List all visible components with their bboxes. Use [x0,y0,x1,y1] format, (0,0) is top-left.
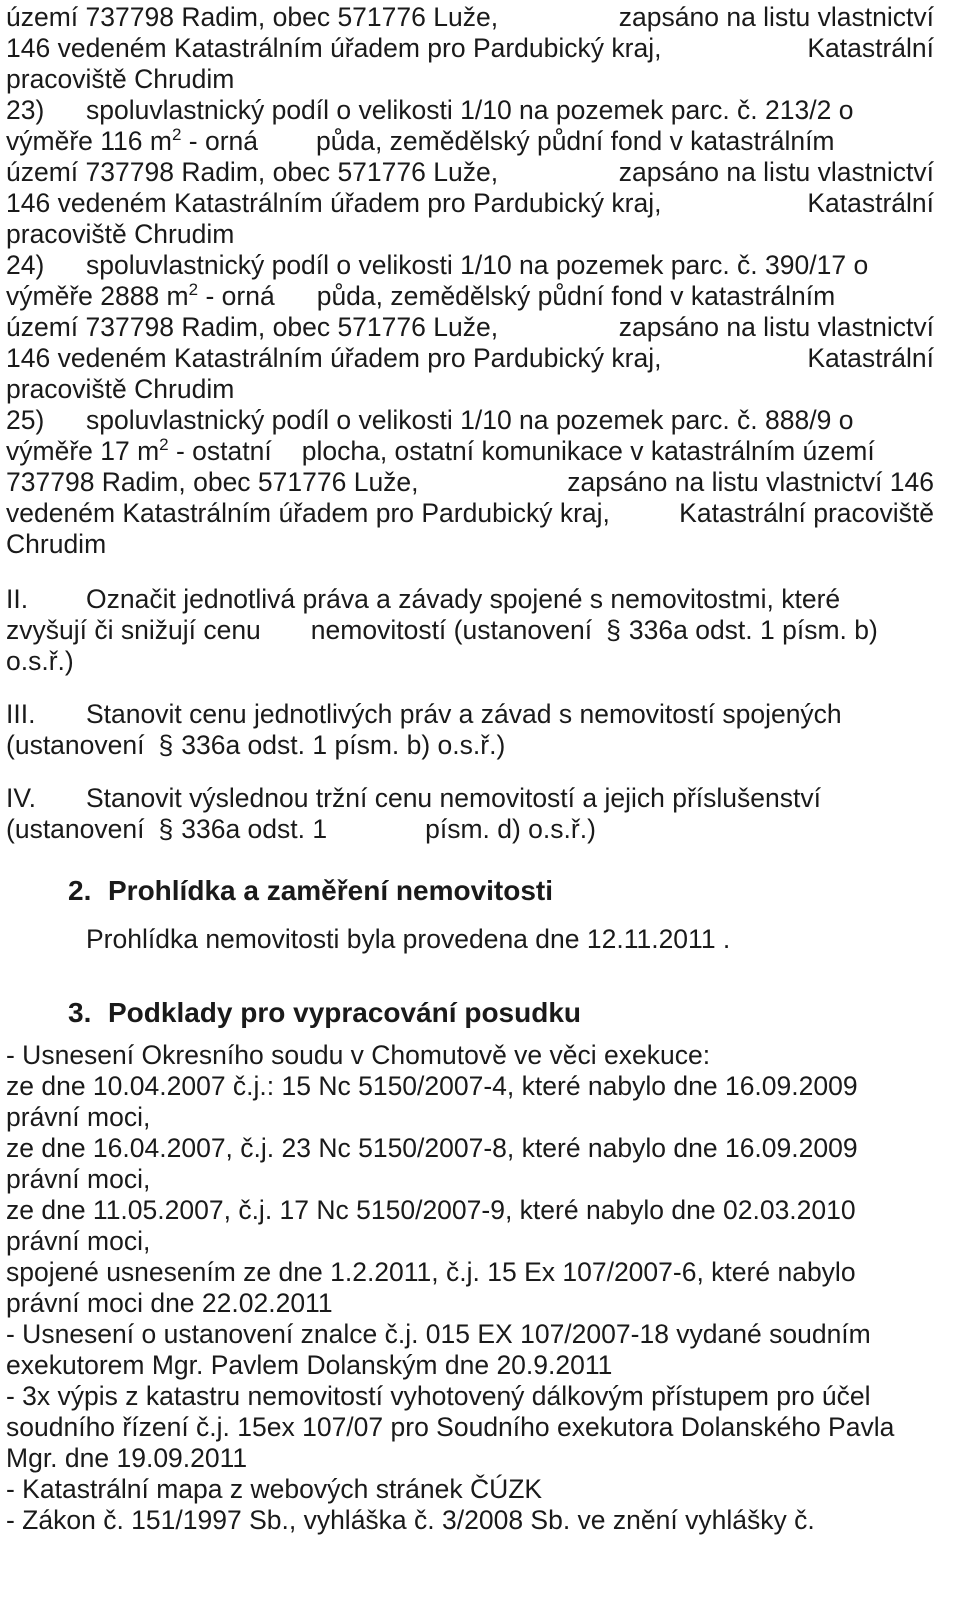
item-heading: spoluvlastnický podíl o velikosti 1/10 na pozemek parc. č. 888/9 o [86,405,854,435]
item-continuation [6,0,960,95]
list-item: ze dne 10.04.2007 č.j.: 15 Nc 5150/2007-4, které nabylo dne 16.09.2009 [6,1071,858,1101]
text-line: území 737798 Radim, obec 571776 Luže, zapsáno na listu vlastnictví [6,2,934,32]
list-item: 24) spoluvlastnický podíl o velikosti 1/10 na pozemek parc. č. 390/17 o výměře 2888 $m^2$ - orná půda, zemědělský půdní fond v katastrálním území 737798 Radim, obec 571776 Luže, zapsáno na listu vlastnictví 146 vedeném Katastrálním úřadem pro Pardubický kraj, Katastrální pracoviště Chrudim [6,250,934,404]
roman-item-iv: IV. Stanovit výslednou tržní cenu nemovitostí a jejich příslušenství (ustanovení § 336a odst. 1 písm. d) o.s.ř.) [6,783,821,844]
section-sign: § [606,615,621,645]
section-3 [6,997,960,1536]
list-item: právní moci, [6,1226,151,1256]
roman-number: III. [6,699,36,729]
list-item: - Katastrální mapa z webových stránek ČÚZK [6,1474,543,1504]
roman-item-ii: II. Označit jednotlivá práva a závady spojené s nemovitostmi, které zvyšují či snižují cenu nemovitostí (ustanovení § 336a odst. 1 písm. b) o.s.ř.) [6,584,878,676]
item-number: 23) [6,95,45,125]
item-heading: spoluvlastnický podíl o velikosti 1/10 na pozemek parc. č. 390/17 o [86,250,869,280]
list-item: ze dne 16.04.2007, č.j. 23 Nc 5150/2007-8, které nabylo dne 16.09.2009 [6,1133,858,1163]
list-item: právní moci, [6,1102,151,1132]
list-item: 23) spoluvlastnický podíl o velikosti 1/10 na pozemek parc. č. 213/2 o výměře 116 $m^2$ - orná půda, zemědělský půdní fond v katastrálním území 737798 Radim, obec 571776 Luže, zapsáno na listu vlastnictví 146 vedeném Katastrálním úřadem pro Pardubický kraj, Katastrální pracoviště Chrudim [6,95,934,249]
list-item: - Usnesení o ustanovení znalce č.j. 015 EX 107/2007-18 vydané soudním [6,1319,871,1349]
section-sign: § [158,814,174,844]
list-item: právní moci dne 22.02.2011 [6,1288,333,1318]
roman-number: II. [6,584,29,614]
roman-number: IV. [6,783,36,813]
list-item: - 3x výpis z katastru nemovitostí vyhotovený dálkovým přístupem pro účel [6,1381,871,1411]
item-number: 24) [6,250,45,280]
text-line: 146 vedeném Katastrálním úřadem pro Pardubický kraj, Katastrální [6,33,934,63]
section-heading: 3. Podklady pro vypracování posudku [68,997,582,1028]
section-heading: 2. Prohlídka a zaměření nemovitosti [68,875,554,906]
list-item: - Usnesení Okresního soudu v Chomutově ve věci exekuce: [6,1040,711,1070]
item-heading: spoluvlastnický podíl o velikosti 1/10 na pozemek parc. č. 213/2 o [86,95,854,125]
list-item: soudního řízení č.j. 15ex 107/07 pro Soudního exekutora Dolanského Pavla [6,1412,895,1442]
list-item: 25) spoluvlastnický podíl o velikosti 1/10 na pozemek parc. č. 888/9 o výměře 17 $m^2$ - ostatní plocha, ostatní komunikace v katastrálním území 737798 Radim, obec 571776 Luže, zapsáno na listu vlastnictví 146 vedeném Katastrálním úřadem pro Pardubický kraj, Katastrální pracoviště Chrudim [6,405,934,559]
section-2 [6,875,960,955]
list-item: spojené usnesením ze dne 1.2.2011, č.j. 15 Ex 107/2007-6, které nabylo [6,1257,856,1287]
list-item: - Zákon č. 151/1997 Sb., vyhláška č. 3/2008 Sb. ve znění vyhlášky č. [6,1505,815,1535]
list-item: Mgr. dne 19.09.2011 [6,1443,248,1473]
sources-list [6,1040,960,1536]
list-item: právní moci, [6,1164,151,1194]
list-item: ze dne 11.05.2007, č.j. 17 Nc 5150/2007-9, které nabylo dne 02.03.2010 [6,1195,856,1225]
list-item: exekutorem Mgr. Pavlem Dolanským dne 20.9.2011 [6,1350,613,1380]
text-line: pracoviště Chrudim [6,64,235,94]
roman-item-iii: III. Stanovit cenu jednotlivých práv a závad s nemovitostí spojených (ustanovení § 336a odst. 1 písm. b) o.s.ř.) [6,699,842,760]
section-sign: § [158,730,174,760]
section-text: Prohlídka nemovitosti byla provedena dne 12.11.2011 . [86,924,731,954]
item-number: 25) [6,405,45,435]
